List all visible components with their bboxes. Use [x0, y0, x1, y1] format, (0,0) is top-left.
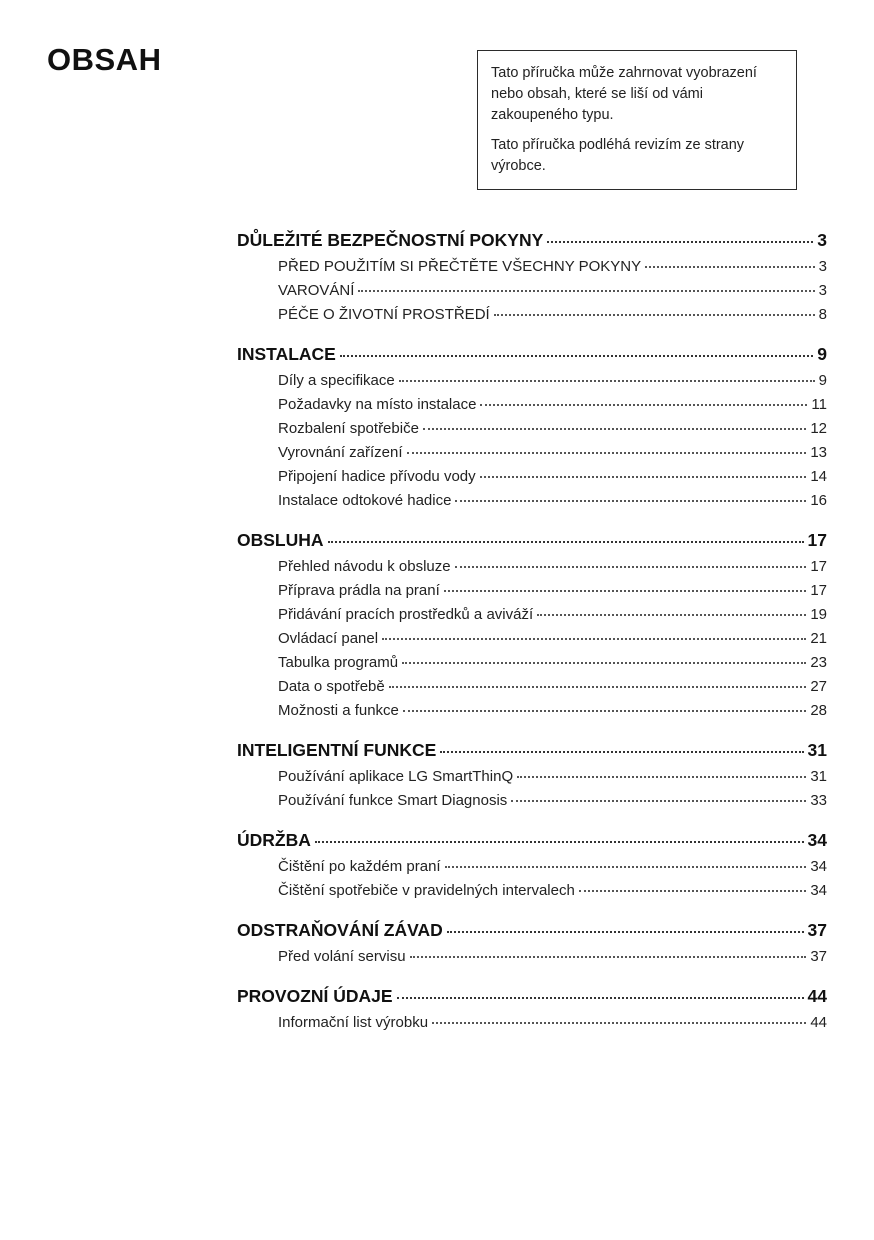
toc-item-row — [237, 558, 827, 575]
toc-entry-page: 3 — [818, 258, 827, 275]
toc-entry-label: Používání aplikace LG SmartThinQ — [278, 768, 514, 785]
toc-entry-page: 17 — [810, 558, 827, 575]
toc-item-row — [237, 606, 827, 623]
dot-leader — [358, 290, 814, 292]
toc-entry-label: Požadavky na místo instalace — [278, 396, 477, 413]
page-title: OBSAH — [47, 42, 162, 77]
toc-item-row — [237, 444, 827, 461]
toc-entry-label: Čištění po každém praní — [278, 858, 441, 875]
toc-item-row — [237, 468, 827, 485]
toc-entry-label: Příprava prádla na praní — [278, 582, 440, 599]
toc-section-title: OBSLUHA — [237, 530, 324, 550]
toc-section-page: 31 — [807, 740, 827, 760]
toc-item-row — [237, 1014, 827, 1031]
dot-leader — [423, 428, 806, 430]
dot-leader — [315, 841, 804, 843]
toc-item-row — [237, 678, 827, 695]
dot-leader — [328, 541, 804, 543]
toc-entry-label: Připojení hadice přívodu vody — [278, 468, 476, 485]
dot-leader — [340, 355, 813, 357]
toc-entry-page: 27 — [810, 678, 827, 695]
toc-section — [237, 986, 827, 1031]
toc-entry-label: Díly a specifikace — [278, 372, 395, 389]
dot-leader — [455, 566, 807, 568]
dot-leader — [382, 638, 806, 640]
toc-entry-page: 12 — [810, 420, 827, 437]
dot-leader — [432, 1022, 806, 1024]
toc-entry-label: Přidávání pracích prostředků a aviváží — [278, 606, 534, 623]
toc-entry-label: Informační list výrobku — [278, 1014, 429, 1031]
toc-entry-label: Instalace odtokové hadice — [278, 492, 452, 509]
toc-entry-page: 17 — [810, 582, 827, 599]
toc-entry-label: PŘED POUŽITÍM SI PŘEČTĚTE VŠECHNY POKYNY — [278, 258, 642, 275]
toc-section-row — [237, 230, 827, 251]
table-of-contents — [237, 230, 827, 1052]
toc-entry-label: VAROVÁNÍ — [278, 282, 355, 299]
toc-item-row — [237, 420, 827, 437]
dot-leader — [407, 452, 807, 454]
toc-section — [237, 344, 827, 509]
toc-entry-page: 13 — [810, 444, 827, 461]
dot-leader — [455, 500, 806, 502]
dot-leader — [445, 866, 807, 868]
toc-item-row — [237, 372, 827, 389]
toc-entry-page: 23 — [810, 654, 827, 671]
toc-item-row — [237, 858, 827, 875]
toc-entry-label: Čištění spotřebiče v pravidelných intervalech — [278, 882, 575, 899]
toc-section-page: 3 — [817, 230, 827, 250]
dot-leader — [397, 997, 804, 999]
toc-entry-label: Přehled návodu k obsluze — [278, 558, 451, 575]
toc-section-row — [237, 530, 827, 551]
toc-entry-page: 8 — [818, 306, 827, 323]
dot-leader — [402, 662, 806, 664]
dot-leader — [480, 404, 807, 406]
dot-leader — [494, 314, 815, 316]
toc-section — [237, 740, 827, 809]
toc-entry-page: 31 — [810, 768, 827, 785]
toc-entry-label: Data o spotřebě — [278, 678, 385, 695]
dot-leader — [444, 590, 807, 592]
toc-item-row — [237, 948, 827, 965]
toc-entry-label: PÉČE O ŽIVOTNÍ PROSTŘEDÍ — [278, 306, 490, 323]
toc-section-page: 34 — [807, 830, 827, 850]
toc-entry-label: Používání funkce Smart Diagnosis — [278, 792, 508, 809]
toc-section-row — [237, 740, 827, 761]
dot-leader — [440, 751, 803, 753]
toc-item-row — [237, 882, 827, 899]
toc-item-row — [237, 306, 827, 323]
toc-section-row — [237, 344, 827, 365]
toc-section-title: INSTALACE — [237, 344, 336, 364]
toc-section-row — [237, 830, 827, 851]
toc-section — [237, 530, 827, 719]
toc-item-row — [237, 258, 827, 275]
toc-section — [237, 830, 827, 899]
toc-entry-label: Ovládací panel — [278, 630, 379, 647]
notice-paragraph: Tato příručka může zahrnovat vyobrazení nebo obsah, které se liší od vámi zakoupeného typu. — [491, 65, 757, 124]
toc-entry-page: 34 — [810, 858, 827, 875]
toc-section-page: 37 — [807, 920, 827, 940]
toc-item-row — [237, 396, 827, 413]
dot-leader — [547, 241, 813, 243]
toc-item-row — [237, 582, 827, 599]
dot-leader — [645, 266, 815, 268]
toc-section — [237, 920, 827, 965]
toc-section-row — [237, 986, 827, 1007]
toc-entry-label: Možnosti a funkce — [278, 702, 399, 719]
toc-entry-page: 16 — [810, 492, 827, 509]
dot-leader — [410, 956, 807, 958]
toc-entry-page: 44 — [810, 1014, 827, 1031]
toc-entry-page: 14 — [810, 468, 827, 485]
toc-item-row — [237, 768, 827, 785]
toc-entry-page: 9 — [818, 372, 827, 389]
toc-section-title: DŮLEŽITÉ BEZPEČNOSTNÍ POKYNY — [237, 230, 544, 250]
toc-section-page: 44 — [807, 986, 827, 1006]
dot-leader — [389, 686, 807, 688]
dot-leader — [517, 776, 806, 778]
toc-item-row — [237, 702, 827, 719]
toc-item-row — [237, 654, 827, 671]
toc-entry-page: 21 — [810, 630, 827, 647]
toc-item-row — [237, 492, 827, 509]
toc-section-title: PROVOZNÍ ÚDAJE — [237, 986, 393, 1006]
dot-leader — [579, 890, 806, 892]
dot-leader — [447, 931, 804, 933]
dot-leader — [537, 614, 806, 616]
dot-leader — [403, 710, 806, 712]
notice-paragraph: Tato příručka podléhá revizím ze strany výrobce. — [491, 137, 745, 175]
notice-box — [477, 50, 797, 190]
dot-leader — [511, 800, 806, 802]
toc-entry-page: 33 — [810, 792, 827, 809]
toc-section-title: ÚDRŽBA — [237, 830, 311, 850]
toc-section-row — [237, 920, 827, 941]
toc-section-page: 9 — [817, 344, 827, 364]
dot-leader — [399, 380, 815, 382]
toc-entry-label: Před volání servisu — [278, 948, 406, 965]
toc-item-row — [237, 630, 827, 647]
toc-entry-page: 34 — [810, 882, 827, 899]
toc-entry-page: 11 — [811, 396, 827, 413]
toc-section-title: ODSTRAŇOVÁNÍ ZÁVAD — [237, 920, 443, 940]
toc-entry-page: 3 — [818, 282, 827, 299]
toc-entry-label: Tabulka programů — [278, 654, 399, 671]
toc-section-title: INTELIGENTNÍ FUNKCE — [237, 740, 437, 760]
toc-section — [237, 230, 827, 323]
toc-item-row — [237, 282, 827, 299]
toc-entry-label: Vyrovnání zařízení — [278, 444, 403, 461]
toc-entry-page: 28 — [810, 702, 827, 719]
toc-item-row — [237, 792, 827, 809]
toc-entry-page: 37 — [810, 948, 827, 965]
dot-leader — [480, 476, 807, 478]
toc-section-page: 17 — [807, 530, 827, 550]
toc-entry-label: Rozbalení spotřebiče — [278, 420, 419, 437]
toc-entry-page: 19 — [810, 606, 827, 623]
